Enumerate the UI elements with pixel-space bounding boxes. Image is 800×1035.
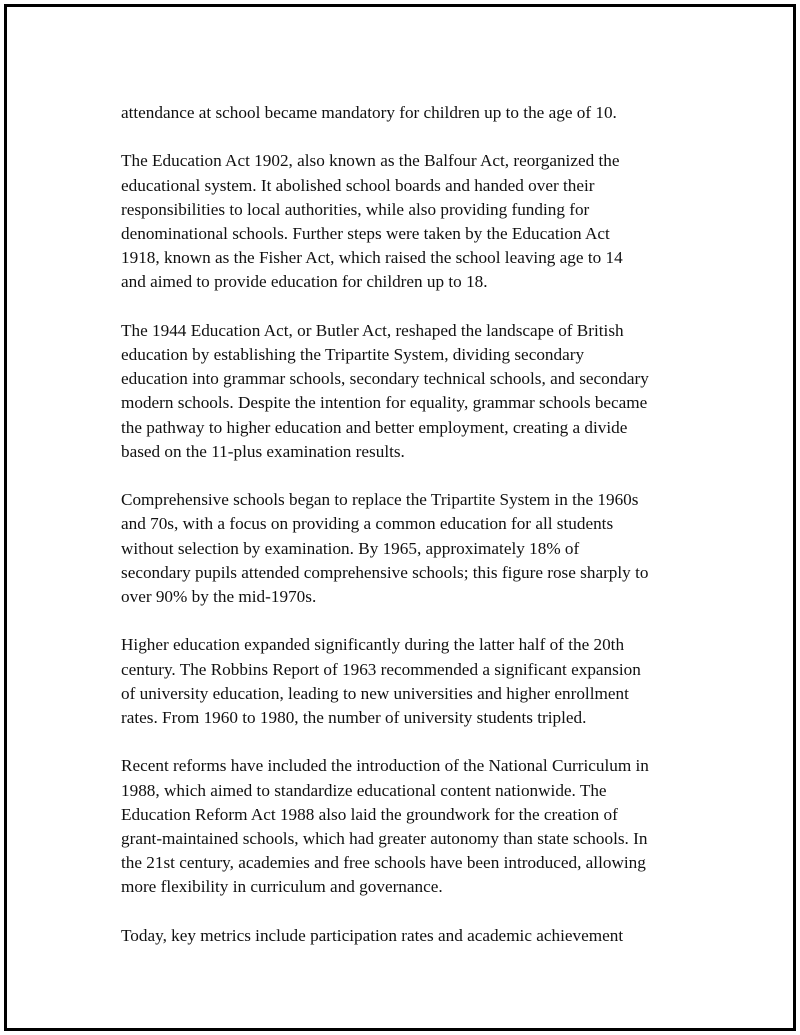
- page-frame: [4, 4, 796, 1031]
- paragraph: Comprehensive schools began to replace the Tripartite System in the 1960s and 70s, with a focus on providing a common education for all students without selection by examination. By 1965, approximately 18% of secondary pupils attended comprehensive schools; this figure rose sharply to over 90% by the mid-1970s.: [121, 490, 649, 607]
- paragraph: Recent reforms have included the introduction of the National Curriculum in 1988, which aimed to standardize educational content nationwide. The Education Reform Act 1988 also laid the groundwork for the creation of grant-maintained schools, which had greater autonomy than state schools. In the 21st century, academies and free schools have been introduced, allowing more flexibility in curriculum and governance.: [121, 756, 649, 897]
- paragraph: Today, key metrics include participation rates and academic achievement: [121, 925, 624, 945]
- paragraph: The Education Act 1902, also known as the Balfour Act, reorganized the educational system. It abolished school boards and handed over their responsibilities to local authorities, while also providing funding for denominational schools. Further steps were taken by the Education Act 1918, known as the Fisher Act, which raised the school leaving age to 14 and aimed to provide education for children up to 18.: [121, 151, 623, 292]
- paragraph: attendance at school became mandatory for children up to the age of 10.: [121, 103, 617, 122]
- paragraph: Higher education expanded significantly during the latter half of the 20th century. The Robbins Report of 1963 recommended a significant expansion of university education, leading to new universities and higher enrollment rates. From 1960 to 1980, the number of university students tripled.: [121, 635, 641, 728]
- paragraph: The 1944 Education Act, or Butler Act, reshaped the landscape of British education by establishing the Tripartite System, dividing secondary education into grammar schools, secondary technical schools, and secondary modern schools. Despite the intention for equality, grammar schools became the pathway to higher education and better employment, creating a divide based on the 11-plus examination results.: [121, 320, 649, 461]
- document-body: [121, 101, 696, 972]
